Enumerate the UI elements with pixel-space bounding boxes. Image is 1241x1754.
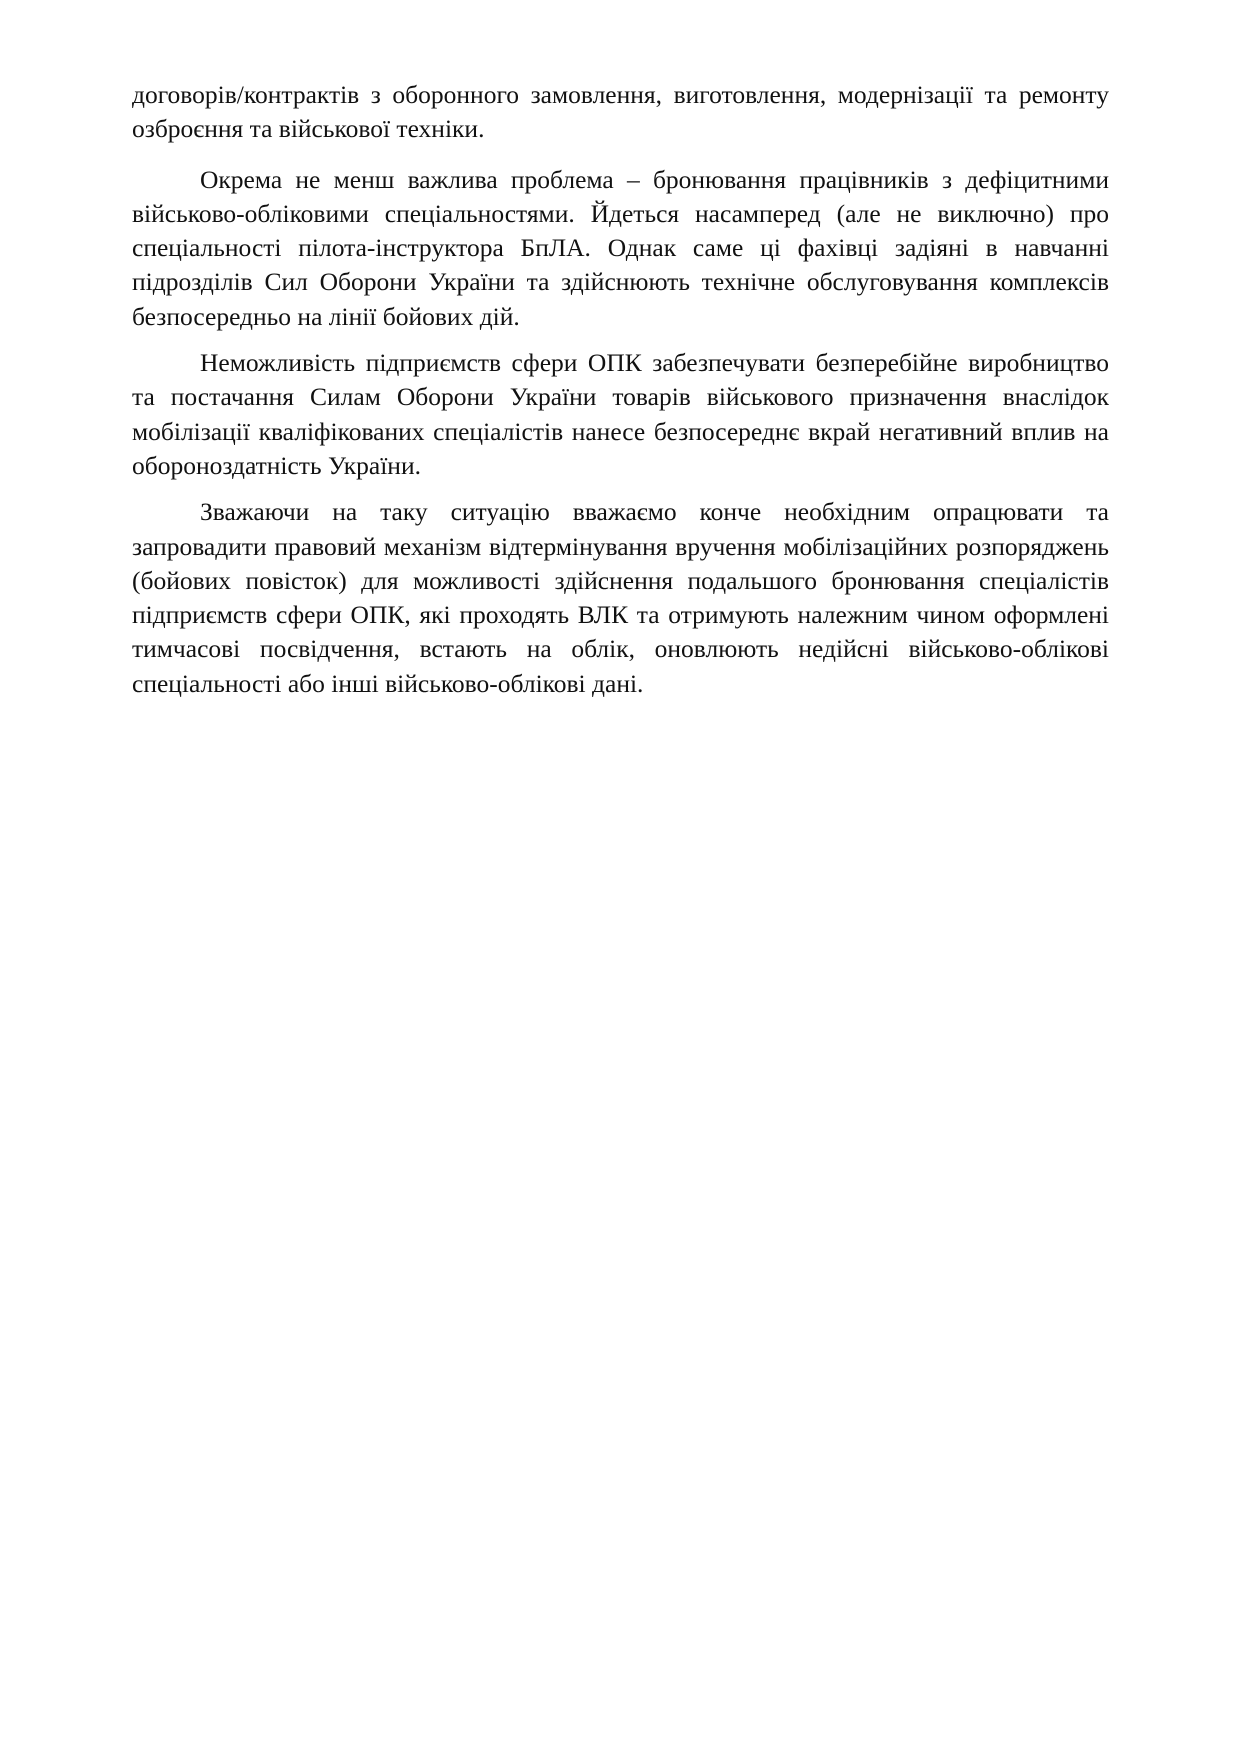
paragraph-booking-specialists: Окрема не менш важлива проблема – бронювання працівників з дефіцитними військово-обліковими спеціальностями. Йдеться насамперед (але не виключно) про спеціальності пілота-інструктора БпЛА. Однак саме ці фахівці задіяні в навчанні підрозділів Сил Оборони України та здійснюють технічне обслуговування комплексів безпосередньо на лінії бойових дій. — [132, 164, 1109, 331]
paragraph-continued: договорів/контрактів з оборонного замовлення, виготовлення, модернізації та ремонту озброєння та військової техніки. — [132, 80, 1109, 144]
paragraph-proposal: Зважаючи на таку ситуацію вважаємо конче необхідним опрацювати та запровадити правовий механізм відтермінування вручення мобілізаційних розпоряджень (бойових повісток) для можливості здійснення подальшого бронювання спеціалістів підприємств сфери ОПК, які проходять ВЛК та отримують належним чином оформлені тимчасові посвідчення, встають на облік, оновлюють недійсні військово-облікові спеціальності або інші військово-облікові дані. — [132, 497, 1109, 698]
document-body — [132, 78, 1109, 701]
paragraph-impossibility: Неможливість підприємств сфери ОПК забезпечувати безперебійне виробництво та постачання Силам Оборони України товарів військового призначення внаслідок мобілізації кваліфікованих спеціалістів нанесе безпосереднє вкрай негативний вплив на обороноздатність України. — [132, 348, 1109, 480]
